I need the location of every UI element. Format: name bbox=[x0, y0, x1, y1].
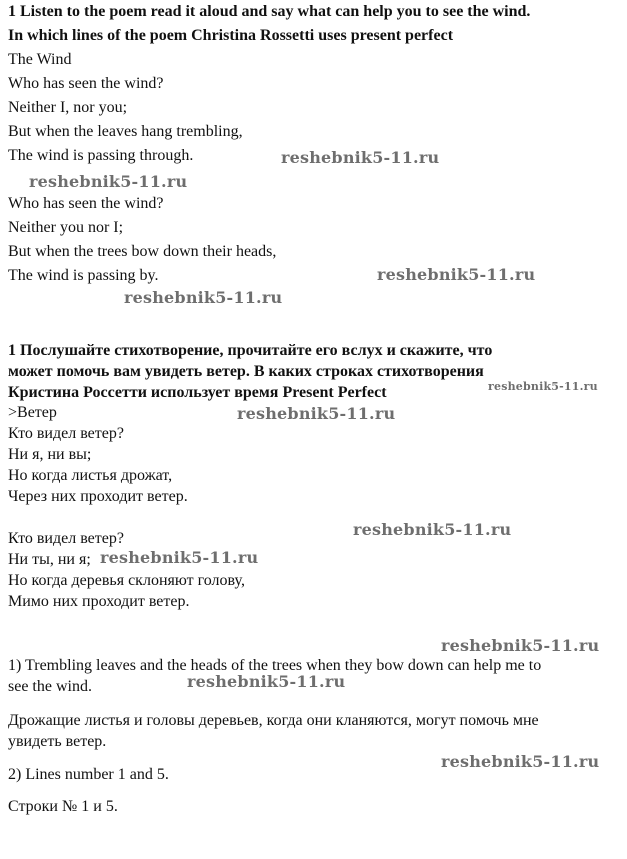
watermark: reshebnik5-11.ru bbox=[441, 636, 600, 655]
watermark: reshebnik5-11.ru bbox=[237, 404, 396, 423]
answer1-ru-line1: Дрожащие листья и головы деревьев, когда они кланяются, могут помочь мне bbox=[8, 712, 539, 729]
poem-ru-line: Мимо них проходит ветер. bbox=[8, 593, 190, 610]
answer1-line2: see the wind. bbox=[8, 678, 92, 695]
watermark: reshebnik5-11.ru bbox=[100, 548, 259, 567]
poem-ru-line: Ни я, ни вы; bbox=[8, 446, 92, 463]
poem-en-line: The wind is passing through. bbox=[8, 147, 194, 164]
watermark: reshebnik5-11.ru bbox=[29, 172, 188, 191]
watermark: reshebnik5-11.ru bbox=[488, 380, 598, 393]
answer2-ru: Строки № 1 и 5. bbox=[8, 798, 118, 815]
poem-title-ru: >Ветер bbox=[8, 404, 57, 421]
task-heading-ru-line1: 1 Послушайте стихотворение, прочитайте его вслух и скажите, что bbox=[8, 342, 493, 359]
poem-ru-line: Кто видел ветер? bbox=[8, 425, 124, 442]
poem-ru-line: Но когда деревья склоняют голову, bbox=[8, 572, 245, 589]
poem-ru-line: Ни ты, ни я; bbox=[8, 551, 91, 568]
answer2: 2) Lines number 1 and 5. bbox=[8, 766, 169, 783]
task-heading-ru-line3: Кристина Россетти использует время Present Perfect bbox=[8, 384, 387, 401]
watermark: reshebnik5-11.ru bbox=[187, 672, 346, 691]
task-heading-ru-line2: может помочь вам увидеть ветер. В каких строках стихотворения bbox=[8, 363, 484, 380]
poem-en-line: Who has seen the wind? bbox=[8, 75, 164, 92]
watermark: reshebnik5-11.ru bbox=[441, 752, 600, 771]
answer1-line1: 1) Trembling leaves and the heads of the trees when they bow down can help me to bbox=[8, 657, 542, 674]
task-heading-en-line1: 1 Listen to the poem read it aloud and say what can help you to see the wind. bbox=[8, 3, 531, 20]
task-heading-en-line2: In which lines of the poem Christina Rossetti uses present perfect bbox=[8, 27, 454, 44]
watermark: reshebnik5-11.ru bbox=[124, 288, 283, 307]
answer1-ru-line2: увидеть ветер. bbox=[8, 733, 107, 750]
watermark: reshebnik5-11.ru bbox=[353, 520, 512, 539]
poem-en-line: Neither I, nor you; bbox=[8, 99, 128, 116]
poem-en-line: But when the trees bow down their heads, bbox=[8, 243, 277, 260]
poem-en-line: Neither you nor I; bbox=[8, 219, 124, 236]
poem-en-line: The wind is passing by. bbox=[8, 267, 159, 284]
poem-en-line: Who has seen the wind? bbox=[8, 195, 164, 212]
watermark: reshebnik5-11.ru bbox=[377, 265, 536, 284]
poem-ru-line: Но когда листья дрожат, bbox=[8, 467, 173, 484]
poem-title-en: The Wind bbox=[8, 51, 72, 68]
watermark: reshebnik5-11.ru bbox=[281, 148, 440, 167]
poem-ru-line: Через них проходит ветер. bbox=[8, 488, 188, 505]
poem-en-line: But when the leaves hang trembling, bbox=[8, 123, 243, 140]
poem-ru-line: Кто видел ветер? bbox=[8, 530, 124, 547]
